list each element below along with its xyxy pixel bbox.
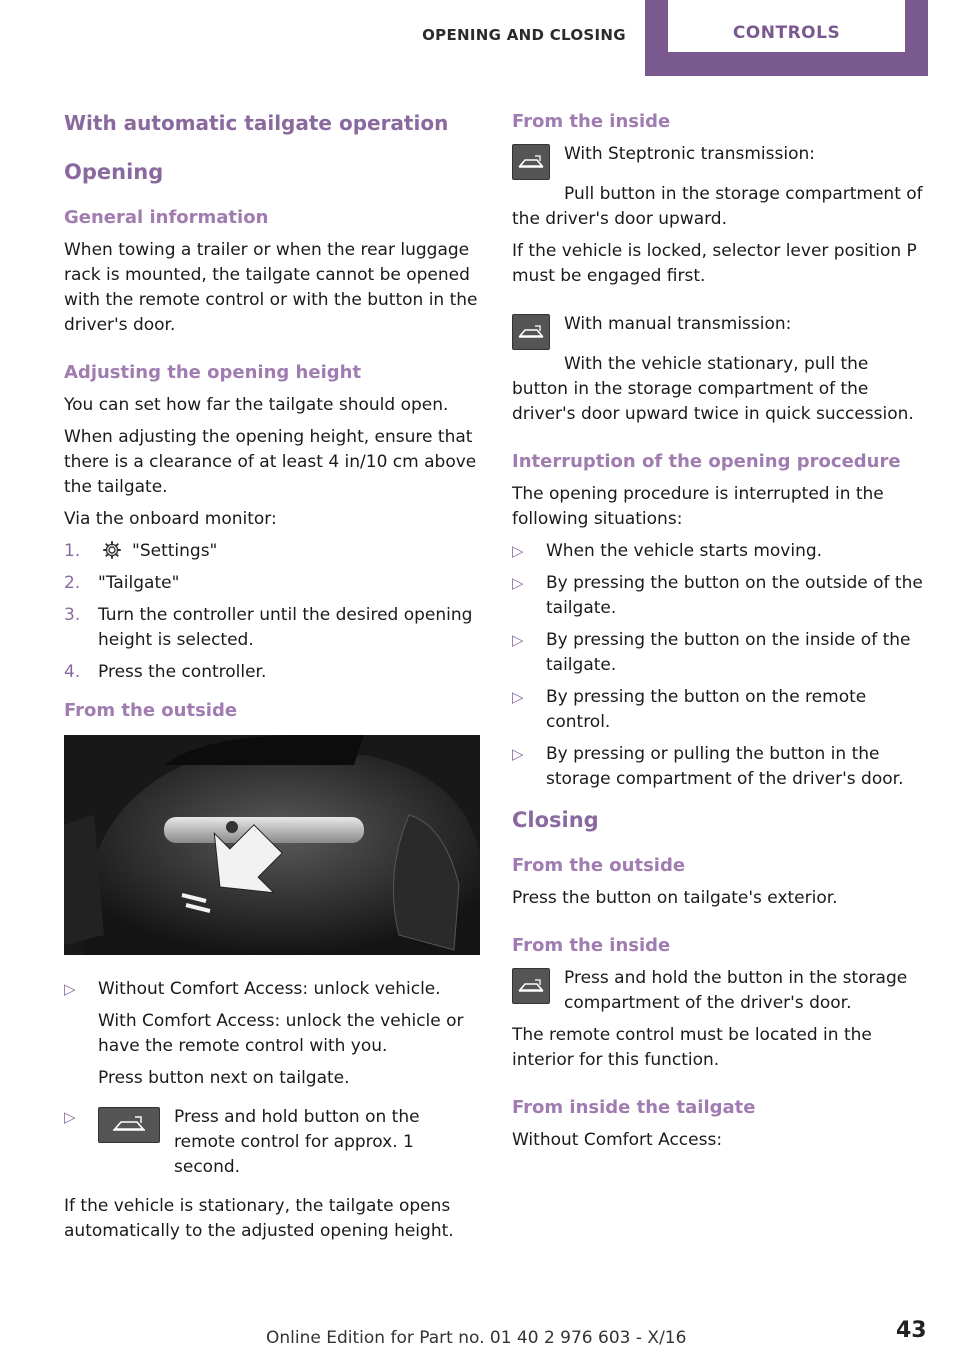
heading-closing-inside: From the inside xyxy=(512,935,671,956)
list-item xyxy=(64,660,482,685)
triangle-bullet-icon: ▷ xyxy=(512,688,524,706)
list-item xyxy=(64,571,482,596)
triangle-bullet-icon: ▷ xyxy=(512,542,524,560)
tailgate-photo xyxy=(64,735,480,955)
list-item xyxy=(512,685,928,735)
outside-steps xyxy=(64,977,482,1180)
stationary-paragraph: If the vehicle is stationary, the tailgate opens automatically to the adjusted opening height. xyxy=(64,1196,454,1241)
manual-text: With the vehicle stationary, pull the button in the storage compartment of the driver's door upward twice in quick succession. xyxy=(512,354,914,424)
list-item xyxy=(64,977,482,1091)
closing-outside-text: Press the button on tailgate's exterior. xyxy=(512,888,838,908)
bullet-subtext: With Comfort Access: unlock the vehicle or have the remote control with you. xyxy=(98,1011,464,1056)
steptronic-label: With Steptronic transmission: xyxy=(564,144,815,164)
closing-inside-text: Press and hold the button in the storage compartment of the driver's door. xyxy=(564,968,908,1013)
manual-label: With manual transmission: xyxy=(564,314,792,334)
general-paragraph: When towing a trailer or when the rear luggage rack is mounted, the tailgate cannot be opened with the remote control or with the button in the driver's door. xyxy=(64,240,478,335)
list-item xyxy=(512,628,928,678)
triangle-bullet-icon: ▷ xyxy=(512,574,524,592)
bullet-text: Press and hold button on the remote control for approx. 1 second. xyxy=(174,1107,420,1177)
list-item xyxy=(64,539,482,564)
step-text: "Settings" xyxy=(132,541,218,561)
step-number: 2. xyxy=(64,573,81,593)
heading-adjusting-height: Adjusting the opening height xyxy=(64,362,362,383)
heading-from-outside: From the outside xyxy=(64,700,238,721)
left-column xyxy=(64,110,482,1251)
interruption-paragraph: The opening procedure is interrupted in the following situations: xyxy=(512,484,884,529)
step-number: 4. xyxy=(64,662,81,682)
manual-block xyxy=(512,312,928,352)
triangle-bullet-icon: ▷ xyxy=(512,745,524,763)
step-text: Turn the controller until the desired opening height is selected. xyxy=(98,605,473,650)
tailgate-button-icon xyxy=(512,968,550,1004)
bullet-text: By pressing the button on the outside of the tailgate. xyxy=(546,573,923,618)
triangle-bullet-icon: ▷ xyxy=(512,631,524,649)
step-number: 3. xyxy=(64,605,81,625)
triangle-bullet-icon: ▷ xyxy=(64,1108,76,1126)
edition-text: Online Edition for Part no. 01 40 2 976 603 - X/16 xyxy=(266,1328,687,1348)
right-column xyxy=(512,110,928,1160)
remote-tailgate-button-icon xyxy=(98,1107,160,1143)
header-chapter-title: CONTROLS xyxy=(668,0,905,52)
step-text: "Tailgate" xyxy=(98,573,180,593)
bullet-text: By pressing the button on the inside of the tailgate. xyxy=(546,630,911,675)
selector-lever-text: If the vehicle is locked, selector lever position P must be engaged first. xyxy=(512,241,917,286)
heading-closing: Closing xyxy=(512,808,599,832)
bullet-text: Without Comfort Access: unlock vehicle. xyxy=(98,979,441,999)
inside-tailgate-text: Without Comfort Access: xyxy=(512,1130,723,1150)
header-section-title: OPENING AND CLOSING xyxy=(422,26,626,44)
steptronic-block xyxy=(512,142,928,182)
list-item xyxy=(64,1105,482,1180)
adjust-paragraph-1: You can set how far the tailgate should open. xyxy=(64,395,449,415)
heading-opening: Opening xyxy=(64,160,164,184)
heading-general-information: General information xyxy=(64,207,269,228)
closing-remote-text: The remote control must be located in the interior for this function. xyxy=(512,1025,872,1070)
heading-interruption: Interruption of the opening procedure xyxy=(512,451,901,472)
adjust-paragraph-2: When adjusting the opening height, ensure that there is a clearance of at least 4 in/10 cm above the tailgate. xyxy=(64,427,477,497)
settings-steps xyxy=(64,539,482,685)
adjust-paragraph-3: Via the onboard monitor: xyxy=(64,509,277,529)
closing-inside-block xyxy=(512,966,928,1016)
list-item xyxy=(64,603,482,653)
bullet-text: By pressing or pulling the button in the storage compartment of the driver's door. xyxy=(546,744,904,789)
heading-from-inside: From the inside xyxy=(512,111,671,132)
page-number: 43 xyxy=(896,1318,927,1343)
tailgate-button-icon xyxy=(512,144,550,180)
heading-inside-tailgate: From inside the tailgate xyxy=(512,1097,756,1118)
tailgate-button-icon xyxy=(512,314,550,350)
triangle-bullet-icon: ▷ xyxy=(64,980,76,998)
bullet-text: When the vehicle starts moving. xyxy=(546,541,823,561)
bullet-text: By pressing the button on the remote control. xyxy=(546,687,867,732)
interruption-list xyxy=(512,539,928,792)
list-item xyxy=(512,539,928,564)
heading-closing-outside: From the outside xyxy=(512,855,686,876)
step-text: Press the controller. xyxy=(98,662,267,682)
step-number: 1. xyxy=(64,541,81,561)
list-item xyxy=(512,571,928,621)
list-item xyxy=(512,742,928,792)
steptronic-text: Pull button in the storage compartment of the driver's door upward. xyxy=(512,184,923,229)
bullet-subtext: Press button next on tailgate. xyxy=(98,1068,350,1088)
gear-icon xyxy=(102,540,124,562)
heading-automatic-tailgate: With automatic tailgate operation xyxy=(64,111,449,135)
